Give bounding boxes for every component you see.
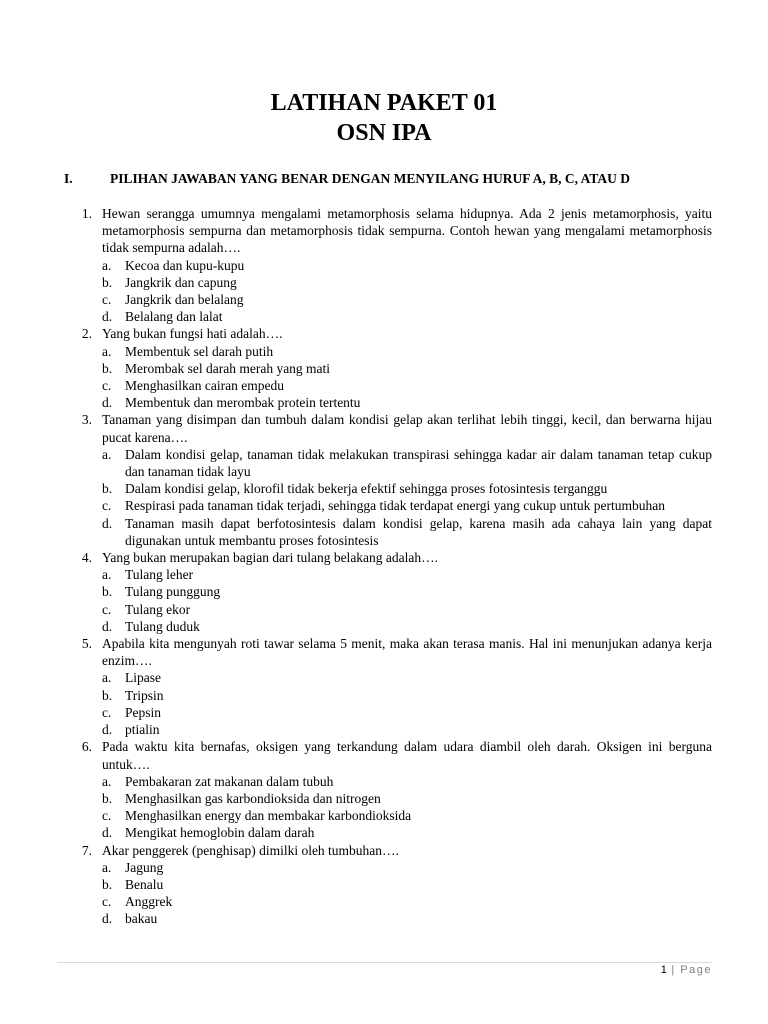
- option-text: Menghasilkan gas karbondioksida dan nitrogen: [125, 790, 381, 806]
- question-text: Yang bukan merupakan bagian dari tulang belakang adalah….: [102, 550, 439, 566]
- option-d: [102, 618, 712, 635]
- option-text: Dalam kondisi gelap, tanaman tidak melakukan transpirasi sehingga kadar air dalam tanaman tetap cukup dan tanaman tidak layu: [125, 446, 712, 480]
- option-c: [102, 601, 712, 618]
- option-c: [102, 704, 712, 721]
- option-b: [102, 480, 712, 497]
- option-text: Merombak sel darah merah yang mati: [125, 360, 331, 376]
- option-letter: d.: [102, 911, 113, 927]
- option-d: [102, 910, 712, 927]
- option-a: [102, 669, 712, 686]
- footer-separator: |: [671, 964, 676, 976]
- option-letter: d.: [102, 825, 113, 841]
- option-letter: a.: [102, 343, 112, 359]
- question-text: Pada waktu kita bernafas, oksigen yang terkandung dalam udara diambil oleh darah. Oksigen ini berguna untuk….: [102, 739, 712, 772]
- option-c: [102, 497, 712, 514]
- option-letter: c.: [102, 808, 112, 824]
- option-text: Pembakaran zat makanan dalam tubuh: [125, 773, 334, 789]
- option-b: [102, 274, 712, 291]
- option-c: [102, 893, 712, 910]
- question-4: [72, 549, 712, 635]
- question-1: [72, 205, 712, 325]
- option-text: Respirasi pada tanaman tidak terjadi, sehingga tidak terdapat energi yang cukup untuk pertumbuhan: [125, 498, 665, 514]
- option-letter: a.: [102, 859, 112, 875]
- option-letter: b.: [102, 274, 113, 290]
- option-letter: d.: [102, 395, 113, 411]
- option-d: [102, 721, 712, 738]
- option-letter: b.: [102, 876, 113, 892]
- option-text: Tripsin: [125, 687, 164, 703]
- option-d: [102, 394, 712, 411]
- document-subtitle: OSN IPA: [336, 120, 432, 146]
- page-number: 1: [660, 964, 667, 976]
- question-5: [72, 635, 712, 738]
- option-text: Tulang leher: [125, 567, 194, 583]
- section-number: I.: [64, 171, 73, 186]
- option-text: ptialin: [125, 722, 160, 738]
- option-letter: a.: [102, 567, 112, 583]
- footer-divider: [57, 962, 712, 963]
- option-text: Jangkrik dan belalang: [125, 292, 244, 308]
- option-letter: b.: [102, 481, 113, 497]
- option-text: Jangkrik dan capung: [125, 274, 237, 290]
- option-text: Membentuk dan merombak protein tertentu: [125, 395, 361, 411]
- option-text: Lipase: [125, 670, 161, 686]
- option-b: [102, 876, 712, 893]
- option-letter: a.: [102, 773, 112, 789]
- option-letter: d.: [102, 309, 113, 325]
- option-a: [102, 773, 712, 790]
- option-text: Menghasilkan energy dan membakar karbondioksida: [125, 808, 412, 824]
- option-text: Menghasilkan cairan empedu: [125, 378, 284, 394]
- question-text: Yang bukan fungsi hati adalah….: [102, 326, 283, 342]
- option-b: [102, 583, 712, 600]
- option-text: Pepsin: [125, 704, 162, 720]
- question-list: [72, 205, 712, 928]
- question-text: Tanaman yang disimpan dan tumbuh dalam kondisi gelap akan terlihat lebih tinggi, kecil, dan berwarna hijau pucat karena….: [102, 412, 712, 445]
- option-a: [102, 343, 712, 360]
- option-b: [102, 360, 712, 377]
- option-text: Membentuk sel darah putih: [125, 343, 274, 359]
- option-c: [102, 807, 712, 824]
- page-label: Page: [680, 964, 712, 976]
- page-footer: [661, 964, 712, 976]
- option-text: Tulang ekor: [125, 601, 191, 617]
- question-number: 3.: [81, 412, 92, 428]
- option-letter: b.: [102, 360, 113, 376]
- option-letter: c.: [102, 704, 112, 720]
- option-d: [102, 515, 712, 549]
- question-number: 5.: [81, 636, 92, 652]
- document-title: LATIHAN PAKET 01: [270, 90, 498, 116]
- question-number: 6.: [81, 739, 92, 755]
- option-a: [102, 859, 712, 876]
- option-letter: d.: [102, 618, 113, 634]
- question-3: [72, 411, 712, 549]
- option-letter: b.: [102, 687, 113, 703]
- option-letter: c.: [102, 601, 112, 617]
- option-letter: d.: [102, 515, 113, 531]
- option-c: [102, 291, 712, 308]
- option-letter: b.: [102, 790, 113, 806]
- option-a: [102, 446, 712, 480]
- option-c: [102, 377, 712, 394]
- option-text: Kecoa dan kupu-kupu: [125, 257, 245, 273]
- question-number: 1.: [81, 206, 92, 221]
- option-a: [102, 257, 712, 274]
- option-text: Jagung: [125, 859, 164, 875]
- option-text: Dalam kondisi gelap, klorofil tidak bekerja efektif sehingga proses fotosintesis terganggu: [125, 481, 608, 497]
- option-d: [102, 308, 712, 325]
- option-b: [102, 790, 712, 807]
- option-letter: b.: [102, 584, 113, 600]
- option-letter: c.: [102, 498, 112, 514]
- option-b: [102, 687, 712, 704]
- option-text: Anggrek: [125, 894, 173, 910]
- option-a: [102, 566, 712, 583]
- question-number: 7.: [81, 842, 92, 858]
- option-text: Tanaman masih dapat berfotosintesis dalam kondisi gelap, karena masih ada cahaya lain yang dapat digunakan untuk membantu proses fotosintesis: [125, 515, 712, 548]
- question-7: [72, 842, 712, 928]
- option-text: bakau: [125, 911, 158, 927]
- question-text: Akar penggerek (penghisap) dimilki oleh tumbuhan….: [102, 842, 399, 858]
- question-text: Hewan serangga umumnya mengalami metamorphosis selama hidupnya. Ada 2 jenis metamorphosis, yaitu metamorphosis sempurna dan metamorphosis tidak sempurna. Contoh hewan yang mengalami metamorphosis tidak sempurna adalah….: [102, 206, 712, 256]
- option-text: Mengikat hemoglobin dalam darah: [125, 825, 315, 841]
- question-number: 4.: [81, 550, 92, 566]
- option-text: Tulang duduk: [125, 618, 200, 634]
- option-letter: c.: [102, 292, 112, 308]
- option-letter: c.: [102, 894, 112, 910]
- question-text: Apabila kita mengunyah roti tawar selama 5 menit, maka akan terasa manis. Hal ini menunjukan adanya kerja enzim….: [102, 636, 712, 669]
- question-6: [72, 738, 712, 841]
- option-letter: a.: [102, 670, 112, 686]
- option-letter: a.: [102, 257, 112, 273]
- option-text: Benalu: [125, 876, 164, 892]
- question-number: 2.: [81, 326, 92, 342]
- option-letter: a.: [102, 446, 112, 462]
- option-text: Tulang punggung: [125, 584, 221, 600]
- option-text: Belalang dan lalat: [125, 309, 223, 325]
- option-letter: d.: [102, 722, 113, 738]
- option-d: [102, 824, 712, 841]
- question-2: [72, 325, 712, 411]
- option-letter: c.: [102, 378, 112, 394]
- section-instruction: PILIHAN JAWABAN YANG BENAR DENGAN MENYILANG HURUF A, B, C, ATAU D: [110, 171, 631, 186]
